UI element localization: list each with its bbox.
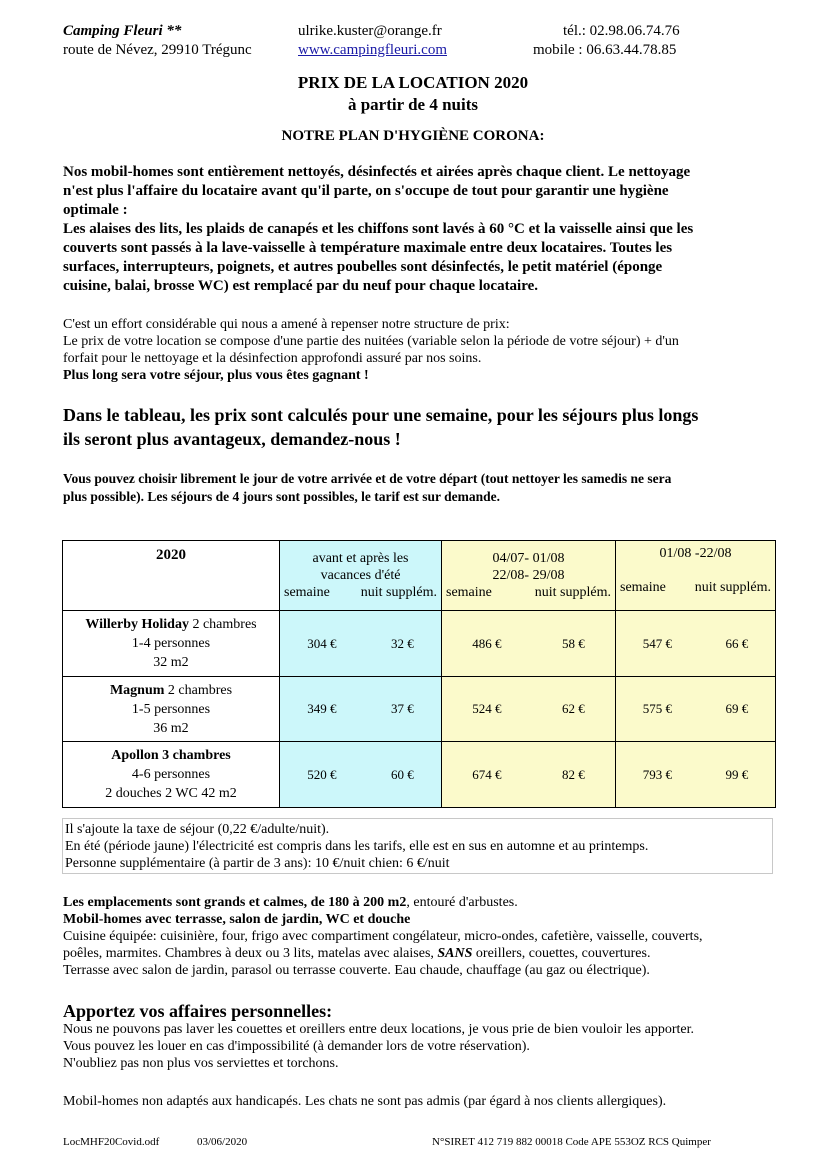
arrival-line: Vous pouvez choisir librement le jour de votre arrivée et de votre départ (tout nettoyer les samedis ne sera — [63, 471, 672, 486]
terrace-line: Terrasse avec salon de jardin, parasol ou terrasse couverte. Eau chaude, chauffage (au gaz ou électrique). — [63, 963, 650, 978]
camping-address: route de Névez, 29910 Trégunc — [63, 42, 252, 58]
hygiene-line: n'est plus l'affaire du locataire avant qu'il parte, on s'occupe de tout pour garantir une hygiène — [63, 183, 669, 199]
affaires-line: N'oubliez pas non plus vos serviettes et torchons. — [63, 1056, 339, 1071]
footer-filename: LocMHF20Covid.odf — [63, 1136, 160, 1148]
rooms-line-end: oreillers, couettes, couvertures. — [472, 946, 651, 961]
price-night: 37 € — [391, 701, 414, 716]
lodge-size: 2 douches 2 WC 42 m2 — [105, 786, 237, 801]
price-night: 62 € — [562, 701, 585, 716]
period-cell-peak — [616, 541, 776, 611]
note-line: En été (période jaune) l'électricité est compris dans les tarifs, elle est en sus en automne et au printemps. — [65, 839, 649, 854]
year-cell: 2020 — [63, 541, 280, 611]
lodge-name: Apollon 3 chambres — [111, 748, 231, 763]
effort-line: Le prix de votre location se compose d'une partie des nuitées (variable selon la période de votre séjour) + d'un — [63, 334, 679, 349]
col-week: semaine — [446, 585, 492, 600]
effort-bold-line: Plus long sera votre séjour, plus vous êtes gagnant ! — [63, 368, 369, 383]
email: ulrike.kuster@orange.fr — [298, 23, 442, 39]
lodge-name: Willerby Holiday — [85, 617, 189, 632]
tableau-note-line: Dans le tableau, les prix sont calculés pour une semaine, pour les séjours plus longs — [63, 405, 699, 425]
period-label: 04/07- 01/08 — [492, 551, 565, 566]
price-week: 486 € — [472, 635, 502, 651]
period-label: vacances d'été — [320, 568, 401, 583]
col-night: nuit supplém. — [360, 585, 437, 600]
hygiene-line: Nos mobil-homes sont entièrement nettoyés, désinfectés et airées après chaque client. Le nettoyage — [63, 164, 691, 180]
table-row — [63, 742, 776, 808]
lodge-cell — [63, 611, 280, 677]
period-label: avant et après les — [312, 551, 409, 566]
lodge-persons: 1-5 personnes — [131, 701, 211, 717]
table-header-row — [63, 541, 776, 611]
hygiene-line: cuisine, balai, brosse WC) est remplacé par du neuf pour chaque locataire. — [63, 278, 539, 294]
website-link[interactable]: www.campingfleuri.com — [298, 42, 447, 58]
price-cell — [616, 611, 776, 677]
sans-emphasis: SANS — [437, 946, 473, 961]
hygiene-paragraph — [63, 163, 773, 296]
period-cell-low — [280, 541, 442, 611]
price-night: 58 € — [562, 635, 585, 651]
price-cell — [280, 742, 442, 808]
tableau-note — [63, 403, 773, 451]
emplacements-rest: , entouré d'arbustes. — [406, 895, 518, 910]
price-night: 69 € — [725, 701, 749, 716]
price-cell — [442, 742, 616, 808]
price-week: 524 € — [472, 701, 502, 716]
arrival-line: plus possible). Les séjours de 4 jours sont possibles, le tarif est sur demande. — [63, 489, 501, 504]
mobilhomes-equip: Mobil-homes avec terrasse, salon de jardin, WC et douche — [63, 912, 411, 927]
price-week: 575 € — [642, 701, 672, 716]
camping-name: Camping Fleuri ** — [63, 23, 182, 39]
arrival-paragraph — [63, 470, 773, 506]
period-cell-summer — [442, 541, 616, 611]
price-night: 60 € — [391, 766, 414, 782]
footer-legal: N°SIRET 412 719 882 00018 Code APE 553OZ RCS Quimper — [432, 1136, 711, 1148]
footer-date: 03/06/2020 — [197, 1136, 248, 1148]
mobile: mobile : 06.63.44.78.85 — [533, 42, 677, 58]
lodge-size: 32 m2 — [153, 655, 189, 670]
kitchen-line: Cuisine équipée: cuisinière, four, frigo avec compartiment congélateur, micro-ondes, cafetière, vaisselle, couverts, — [63, 929, 703, 944]
lodge-persons: 4-6 personnes — [131, 767, 211, 782]
price-night: 32 € — [391, 635, 414, 651]
affaires-heading: Apportez vos affaires personnelles: — [63, 1001, 333, 1021]
rooms-line: poêles, marmites. Chambres à deux ou 3 lits, matelas avec alaises, — [63, 946, 438, 961]
price-cell — [442, 677, 616, 742]
lodge-rooms: 2 chambres — [164, 682, 233, 698]
effort-paragraph — [63, 316, 773, 384]
lodge-cell — [63, 677, 280, 742]
col-week: semaine — [620, 580, 666, 595]
lodge-name: Magnum — [109, 682, 165, 698]
lodge-size: 36 m2 — [153, 720, 189, 736]
effort-line: C'est un effort considérable qui nous a amené à repenser notre structure de prix: — [63, 317, 510, 332]
page-title: PRIX DE LA LOCATION 2020 — [297, 73, 529, 92]
affaires-line: Nous ne pouvons pas laver les couettes et oreillers entre deux locations, je vous prie de bien vouloir les apporter. — [63, 1022, 694, 1037]
price-week: 547 € — [642, 635, 672, 651]
effort-line: forfait pour le nettoyage et la désinfection approfondi assuré par nos soins. — [63, 351, 482, 366]
table-row — [63, 611, 776, 677]
price-cell — [280, 611, 442, 677]
notes-box — [62, 818, 773, 874]
affaires-line: Vous pouvez les louer en cas d'impossibilité (à demander lors de votre réservation). — [63, 1039, 530, 1054]
price-cell — [616, 742, 776, 808]
period-label: 01/08 -22/08 — [659, 546, 732, 561]
price-night: 82 € — [562, 766, 585, 782]
price-cell — [442, 611, 616, 677]
hygiene-heading: NOTRE PLAN D'HYGIÈNE CORONA: — [281, 128, 545, 144]
tableau-note-line: ils seront plus avantageux, demandez-nous ! — [63, 429, 401, 449]
price-cell — [280, 677, 442, 742]
price-table — [62, 540, 776, 808]
lodge-persons: 1-4 personnes — [131, 636, 211, 651]
note-line: Personne supplémentaire (à partir de 3 ans): 10 €/nuit chien: 6 €/nuit — [65, 856, 450, 871]
price-week: 304 € — [307, 635, 337, 651]
hygiene-line: couverts sont passés à la lave-vaisselle à température maximale entre deux locataires. Toutes les — [63, 240, 673, 256]
emplacements-bold: Les emplacements sont grands et calmes, de 180 à 200 m2 — [63, 895, 407, 910]
hygiene-line: surfaces, interrupteurs, poignets, et autres poubelles sont désinfectés, le petit matériel (éponge — [63, 259, 663, 275]
col-night: nuit supplém. — [534, 585, 611, 600]
accessibility-note: Mobil-homes non adaptés aux handicapés. Les chats ne sont pas admis (par égard à nos clients allergiques). — [63, 1094, 667, 1109]
price-week: 349 € — [307, 701, 337, 716]
table-row — [63, 677, 776, 742]
price-night: 66 € — [725, 635, 749, 651]
emplacements-section — [63, 894, 773, 979]
col-week: semaine — [284, 585, 330, 600]
phone: tél.: 02.98.06.74.76 — [563, 23, 680, 39]
period-label: 22/08- 29/08 — [492, 568, 565, 583]
hygiene-line: optimale : — [63, 202, 128, 218]
price-cell — [616, 677, 776, 742]
hygiene-line: Les alaises des lits, les plaids de canapés et les chiffons sont lavés à 60 °C et la vaisselle ainsi que les — [63, 221, 694, 237]
price-week: 674 € — [472, 766, 502, 782]
price-week: 520 € — [307, 766, 337, 782]
lodge-rooms: 2 chambres — [188, 617, 257, 632]
note-line: Il s'ajoute la taxe de séjour (0,22 €/adulte/nuit). — [65, 822, 330, 837]
lodge-cell — [63, 742, 280, 808]
page-subtitle: à partir de 4 nuits — [347, 95, 479, 114]
affaires-paragraph — [63, 1021, 773, 1072]
price-night: 99 € — [725, 766, 749, 782]
price-week: 793 € — [642, 766, 672, 782]
col-night: nuit supplém. — [694, 580, 771, 595]
